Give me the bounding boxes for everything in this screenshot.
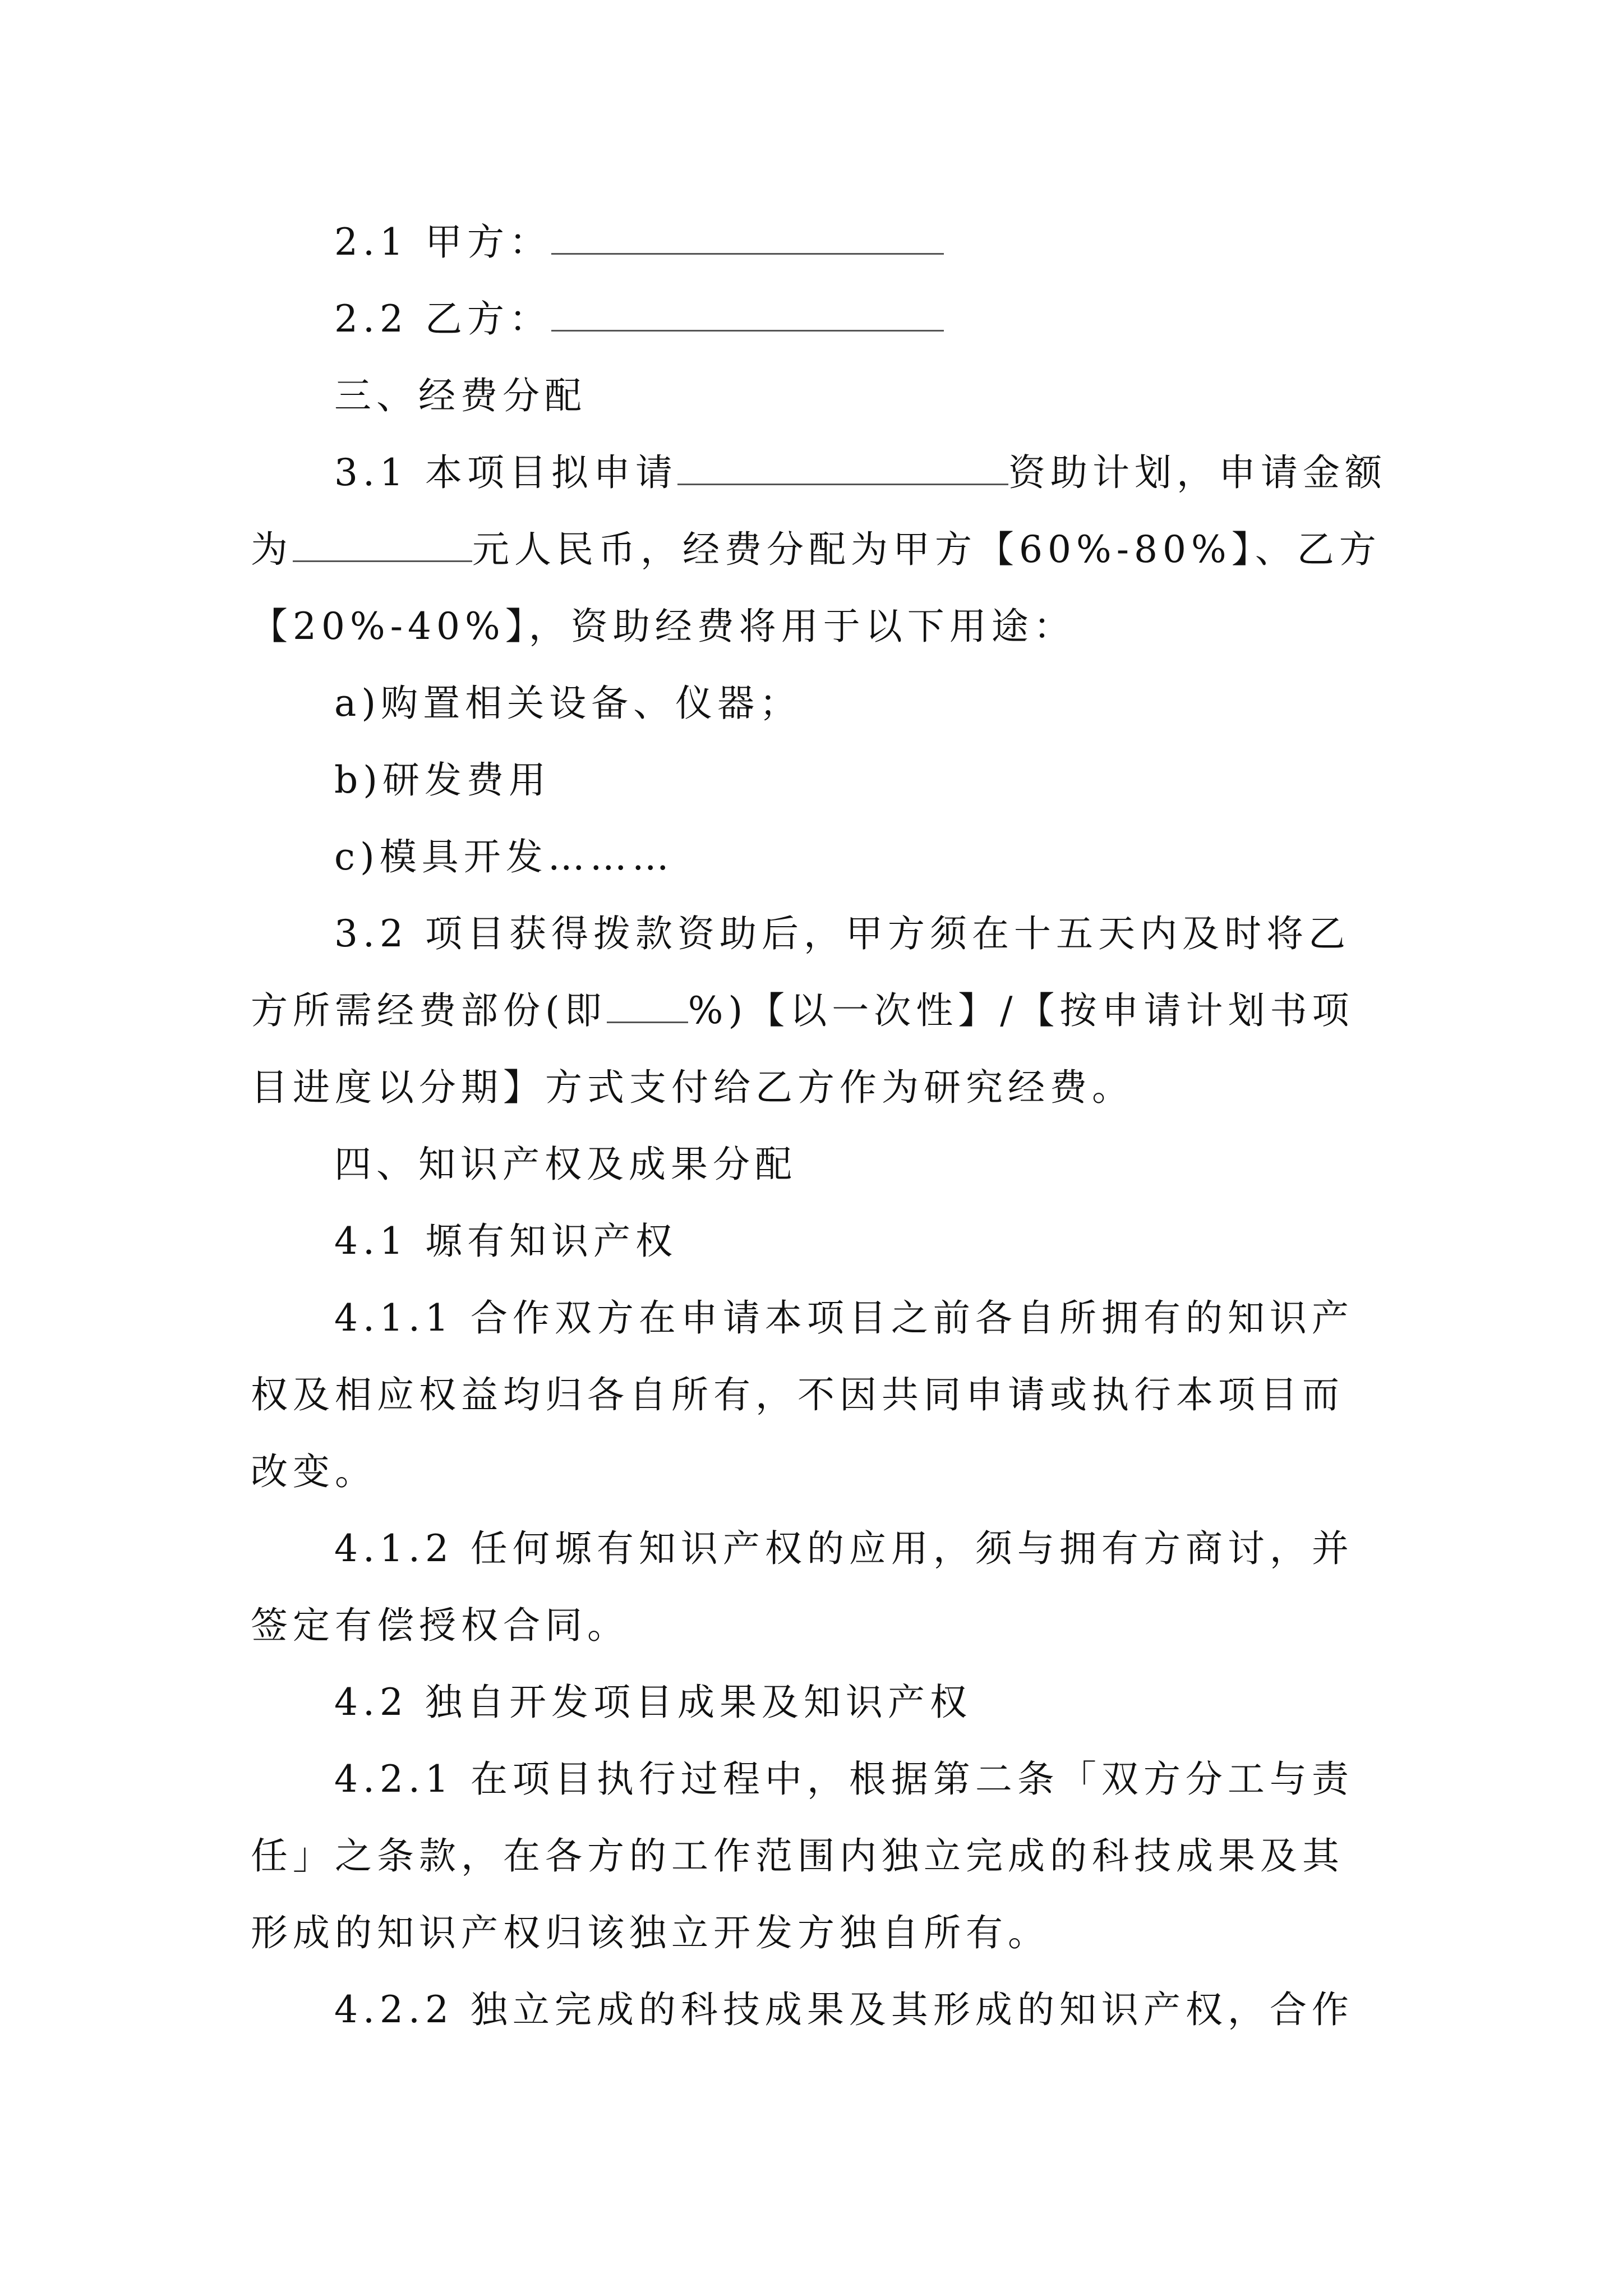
clause-4-2-1-line-1: 4.2.1 在项目执行过程中，根据第二条「双方分工与责 bbox=[334, 1757, 1354, 1801]
section-4-heading: 四、知识产权及成果分配 bbox=[334, 1143, 797, 1186]
clause-3-1-l2-pre: 为 bbox=[251, 528, 293, 571]
clause-3-1-line-1 bbox=[251, 445, 1387, 501]
clause-3-2-l2-pre: 方所需经费部份(即 bbox=[251, 989, 607, 1032]
clause-2-1 bbox=[251, 214, 1384, 270]
clause-4-1-1-line-3: 改变。 bbox=[251, 1450, 377, 1493]
item-b: b)研发费用 bbox=[334, 758, 551, 802]
clause-4-1-2-line-1: 4.1.2 任何塬有知识产权的应用，须与拥有方商讨，并 bbox=[334, 1527, 1354, 1570]
clause-4-2-1-line-2: 任」之条款，在各方的工作范围内独立完成的科技成果及其 bbox=[251, 1834, 1344, 1878]
clause-3-1-post: 资助计划，申请金额 bbox=[1008, 451, 1387, 494]
party-a-blank bbox=[551, 219, 944, 255]
clause-4-1-2-line-2: 签定有偿授权合同。 bbox=[251, 1604, 629, 1647]
amount-blank bbox=[293, 527, 472, 562]
section-3-heading: 三、经费分配 bbox=[334, 374, 587, 417]
percent-blank bbox=[607, 988, 688, 1023]
clause-3-2-line-2 bbox=[251, 983, 1384, 1039]
item-c: c)模具开发……… bbox=[334, 835, 674, 878]
plan-name-blank bbox=[677, 450, 1008, 485]
clause-3-2-line-1: 3.2 项目获得拨款资助后，甲方须在十五天内及时将乙 bbox=[334, 912, 1350, 955]
clause-4-1-1-line-1: 4.1.1 合作双方在申请本项目之前各自所拥有的知识产 bbox=[334, 1296, 1354, 1340]
clause-4-2-1-line-3: 形成的知识产权归该独立开发方独自所有。 bbox=[251, 1911, 1050, 1954]
clause-3-1-pre: 3.1 本项目拟申请 bbox=[334, 451, 677, 494]
clause-4-2: 4.2 独自开发项目成果及知识产权 bbox=[334, 1681, 972, 1724]
clause-3-1-line-3: 【20%-40%】，资助经费将用于以下用途： bbox=[251, 605, 1076, 648]
clause-2-2-label: 2.2 乙方： bbox=[334, 297, 551, 341]
clause-3-2-line-3: 目进度以分期】方式支付给乙方作为研究经费。 bbox=[251, 1066, 1134, 1109]
clause-4-2-2-line-1: 4.2.2 独立完成的科技成果及其形成的知识产权，合作 bbox=[334, 1988, 1354, 2031]
clause-2-1-label: 2.1 甲方： bbox=[334, 220, 551, 264]
item-a: a)购置相关设备、仪器； bbox=[334, 682, 802, 725]
party-b-blank bbox=[551, 296, 944, 332]
clause-4-1-1-line-2: 权及相应权益均归各自所有，不因共同申请或执行本项目而 bbox=[251, 1373, 1344, 1416]
clause-3-1-line-2 bbox=[251, 522, 1384, 578]
clause-2-2 bbox=[251, 291, 1384, 347]
clause-3-1-l2-post: 元人民币，经费分配为甲方【60%-80%】、乙方 bbox=[472, 528, 1381, 571]
clause-3-2-l2-post: %)【以一次性】/【按申请计划书项 bbox=[688, 989, 1354, 1032]
clause-4-1: 4.1 塬有知识产权 bbox=[334, 1220, 677, 1263]
